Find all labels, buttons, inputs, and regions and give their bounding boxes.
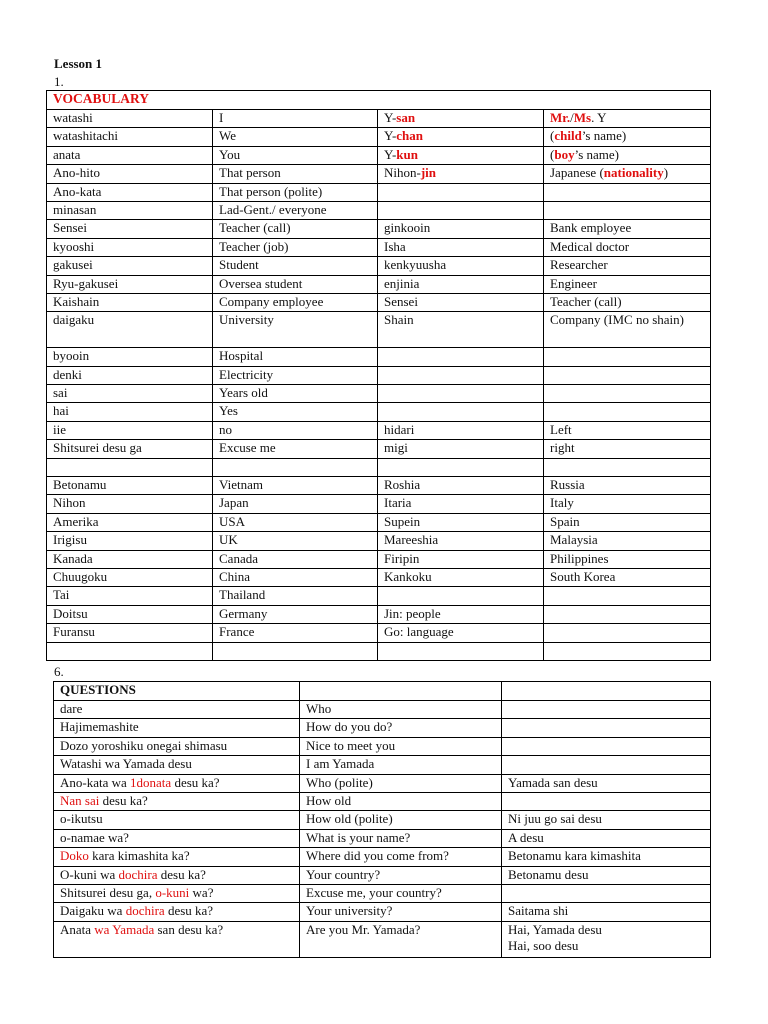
table-row: [47, 458, 711, 476]
table-cell: Yamada san desu: [502, 774, 711, 792]
table-cell: [54, 774, 300, 792]
table-cell: UK: [213, 532, 378, 550]
questions-title: QUESTIONS: [54, 682, 300, 701]
table-row: [47, 128, 711, 146]
table-cell: Kaishain: [47, 293, 213, 311]
table-cell: Company (IMC no shain): [544, 312, 711, 348]
cell-text-line: Hai, soo desu: [508, 937, 579, 953]
table-cell: [213, 642, 378, 660]
cell-text-segment: wa Yamada: [94, 921, 155, 937]
table-cell: [544, 385, 711, 403]
cell-text-segment: o-kuni: [155, 884, 190, 900]
lesson-title: Lesson 1: [54, 56, 103, 71]
table-cell: Firipin: [378, 550, 544, 568]
table-cell: Your country?: [300, 866, 502, 884]
table-row: [47, 366, 711, 384]
table-cell: [544, 366, 711, 384]
cell-text-segment: Y-: [384, 146, 397, 162]
cell-text-segment: Nihon-: [384, 165, 421, 181]
table-row: [54, 866, 711, 884]
table-cell: Shitsurei desu ga: [47, 440, 213, 458]
table-cell: Isha: [378, 238, 544, 256]
table-row: [54, 829, 711, 847]
cell-text-segment: dochira: [125, 903, 165, 919]
table-cell: What is your name?: [300, 829, 502, 847]
table-cell: That person: [213, 165, 378, 183]
table-cell: Itaria: [378, 495, 544, 513]
table-row: [54, 756, 711, 774]
table-cell: daigaku: [47, 312, 213, 348]
cell-text-segment: Y-: [384, 128, 397, 144]
table-cell: I am Yamada: [300, 756, 502, 774]
table-cell: sai: [47, 385, 213, 403]
table-cell: [47, 642, 213, 660]
cell-text-segment: (: [550, 146, 555, 162]
table-row: [47, 532, 711, 550]
table-cell: [544, 348, 711, 366]
table-row: [54, 774, 711, 792]
cell-text-segment: desu ka?: [171, 774, 220, 790]
table-cell: Thailand: [213, 587, 378, 605]
table-row: [47, 146, 711, 164]
cell-text-segment: ’s name): [574, 146, 619, 162]
cell-text-segment: Doko: [60, 848, 89, 864]
table-cell: Kankoku: [378, 568, 544, 586]
cell-text-segment: boy: [554, 146, 575, 162]
table-row: [47, 477, 711, 495]
table-row: [54, 848, 711, 866]
table-cell: [54, 792, 300, 810]
table-cell: [544, 146, 711, 164]
table-cell: Canada: [213, 550, 378, 568]
table-cell: [378, 183, 544, 201]
cell-text-segment: child: [554, 128, 582, 144]
table-cell: Oversea student: [213, 275, 378, 293]
table-cell: [378, 403, 544, 421]
table-row: [47, 642, 711, 660]
cell-text-segment: Shitsurei desu ga,: [60, 884, 156, 900]
table-cell: Betonamu kara kimashita: [502, 848, 711, 866]
table-cell: Excuse me: [213, 440, 378, 458]
table-cell: Lad-Gent./ everyone: [213, 201, 378, 219]
table-cell: [378, 642, 544, 660]
table-cell: Japan: [213, 495, 378, 513]
table-cell: Hajimemashite: [54, 719, 300, 737]
table-cell: Yes: [213, 403, 378, 421]
table-cell: [378, 366, 544, 384]
table-cell: [378, 110, 544, 128]
table-cell: watashi: [47, 110, 213, 128]
questions-header-empty: [300, 682, 502, 701]
table-cell: no: [213, 421, 378, 439]
table-cell: [502, 921, 711, 957]
table-cell: Russia: [544, 477, 711, 495]
cell-text-line: Hai, Yamada desu: [508, 921, 602, 937]
cell-text-segment: ): [663, 165, 669, 181]
table-row: [54, 701, 711, 719]
table-cell: [544, 587, 711, 605]
cell-text-segment: kara kimashita ka?: [88, 848, 190, 864]
table-cell: Shain: [378, 312, 544, 348]
table-row: [47, 238, 711, 256]
table-cell: Germany: [213, 605, 378, 623]
table-cell: watashitachi: [47, 128, 213, 146]
table-cell: Ano-hito: [47, 165, 213, 183]
cell-text-segment: wa?: [189, 884, 214, 900]
cell-text-segment: /: [570, 110, 574, 125]
table-cell: Betonamu desu: [502, 866, 711, 884]
table-cell: Who: [300, 701, 502, 719]
table-row: [54, 921, 711, 957]
cell-text-segment: desu ka?: [157, 866, 206, 882]
cell-text-segment: O-kuni wa: [60, 866, 119, 882]
table-cell: Nice to meet you: [300, 737, 502, 755]
cell-text-segment: Nan sai: [60, 792, 100, 808]
table-cell: [378, 385, 544, 403]
table-row: [47, 165, 711, 183]
table-cell: hidari: [378, 421, 544, 439]
table-cell: A desu: [502, 829, 711, 847]
table-cell: kyooshi: [47, 238, 213, 256]
table-cell: Betonamu: [47, 477, 213, 495]
table-cell: Student: [213, 257, 378, 275]
cell-text-segment: jin: [420, 165, 437, 181]
table-row: [47, 312, 711, 348]
table-cell: Saitama shi: [502, 903, 711, 921]
vocabulary-table: [46, 90, 711, 661]
table-row: [54, 737, 711, 755]
table-row: [47, 257, 711, 275]
table-cell: Teacher (call): [213, 220, 378, 238]
table-cell: [544, 642, 711, 660]
table-row: [47, 421, 711, 439]
table-row: [47, 605, 711, 623]
questions-header-empty: [502, 682, 711, 701]
cell-text-segment: Y-: [384, 110, 397, 125]
cell-text-segment: desu ka?: [99, 792, 148, 808]
table-cell: [544, 110, 711, 128]
table-cell: [378, 165, 544, 183]
table-row: [54, 792, 711, 810]
table-row: [47, 275, 711, 293]
table-row: [47, 183, 711, 201]
cell-text-segment: Japanese (: [550, 165, 604, 181]
table-cell: Furansu: [47, 624, 213, 642]
table-cell: Italy: [544, 495, 711, 513]
table-cell: [544, 458, 711, 476]
cell-text-segment: Ms: [573, 110, 592, 125]
table-cell: [47, 458, 213, 476]
table-cell: [502, 756, 711, 774]
cell-text-segment: chan: [396, 128, 424, 144]
table-cell: ginkooin: [378, 220, 544, 238]
table-cell: [378, 146, 544, 164]
table-row: [47, 568, 711, 586]
table-cell: Mareeshia: [378, 532, 544, 550]
table-cell: [544, 183, 711, 201]
table-cell: [502, 792, 711, 810]
table-row: [54, 884, 711, 902]
table-cell: How do you do?: [300, 719, 502, 737]
table-row: [47, 587, 711, 605]
table-cell: [544, 128, 711, 146]
cell-text-segment: Mr.: [550, 110, 571, 125]
table-cell: right: [544, 440, 711, 458]
table-cell: [544, 165, 711, 183]
table-row: [47, 513, 711, 531]
table-cell: [378, 348, 544, 366]
table-row: [47, 348, 711, 366]
table-cell: o-ikutsu: [54, 811, 300, 829]
table-cell: Left: [544, 421, 711, 439]
cell-text-segment: Anata: [60, 921, 95, 937]
cell-text-segment: ’s name): [581, 128, 627, 144]
table-cell: [544, 605, 711, 623]
table-cell: Ryu-gakusei: [47, 275, 213, 293]
table-cell: Supein: [378, 513, 544, 531]
table-cell: Chuugoku: [47, 568, 213, 586]
table-cell: Sensei: [378, 293, 544, 311]
cell-text-segment: desu ka?: [164, 903, 214, 919]
table-cell: Roshia: [378, 477, 544, 495]
table-cell: Who (polite): [300, 774, 502, 792]
table-row: [47, 440, 711, 458]
table-cell: hai: [47, 403, 213, 421]
table-cell: [502, 737, 711, 755]
table-cell: [54, 848, 300, 866]
table-cell: [544, 403, 711, 421]
section-number-1: 1.: [54, 74, 64, 89]
table-cell: Electricity: [213, 366, 378, 384]
table-cell: Vietnam: [213, 477, 378, 495]
table-cell: [378, 128, 544, 146]
cell-text-segment: dochira: [118, 866, 158, 882]
table-cell: denki: [47, 366, 213, 384]
table-cell: Are you Mr. Yamada?: [300, 921, 502, 957]
table-row: [54, 903, 711, 921]
table-cell: [502, 719, 711, 737]
table-cell: Ano-kata: [47, 183, 213, 201]
table-cell: You: [213, 146, 378, 164]
table-cell: dare: [54, 701, 300, 719]
table-cell: anata: [47, 146, 213, 164]
cell-text-segment: . Y: [591, 110, 607, 125]
table-row: [47, 201, 711, 219]
table-cell: Ni juu go sai desu: [502, 811, 711, 829]
table-row: [47, 550, 711, 568]
table-cell: enjinia: [378, 275, 544, 293]
table-cell: iie: [47, 421, 213, 439]
table-cell: USA: [213, 513, 378, 531]
table-cell: migi: [378, 440, 544, 458]
table-cell: That person (polite): [213, 183, 378, 201]
table-cell: kenkyuusha: [378, 257, 544, 275]
questions-table: [53, 681, 711, 958]
cell-text-segment: 1donata: [130, 774, 172, 790]
table-cell: Teacher (job): [213, 238, 378, 256]
table-cell: Nihon: [47, 495, 213, 513]
table-cell: [502, 884, 711, 902]
table-cell: Dozo yoroshiku onegai shimasu: [54, 737, 300, 755]
table-cell: How old: [300, 792, 502, 810]
cell-text-segment: Daigaku wa: [60, 903, 126, 919]
table-cell: [213, 458, 378, 476]
table-cell: Hospital: [213, 348, 378, 366]
table-cell: Years old: [213, 385, 378, 403]
table-cell: Excuse me, your country?: [300, 884, 502, 902]
table-cell: Your university?: [300, 903, 502, 921]
table-cell: Teacher (call): [544, 293, 711, 311]
table-cell: How old (polite): [300, 811, 502, 829]
table-cell: [378, 587, 544, 605]
table-row: [54, 719, 711, 737]
table-cell: Malaysia: [544, 532, 711, 550]
table-cell: Researcher: [544, 257, 711, 275]
table-cell: Tai: [47, 587, 213, 605]
table-cell: Kanada: [47, 550, 213, 568]
cell-text-segment: Ano-kata wa: [60, 774, 131, 790]
table-cell: [378, 201, 544, 219]
section-number-2: 6.: [54, 664, 64, 679]
table-cell: Medical doctor: [544, 238, 711, 256]
table-cell: minasan: [47, 201, 213, 219]
table-cell: [544, 201, 711, 219]
table-cell: Spain: [544, 513, 711, 531]
table-cell: Where did you come from?: [300, 848, 502, 866]
table-cell: o-namae wa?: [54, 829, 300, 847]
table-row: [47, 293, 711, 311]
table-row: [47, 624, 711, 642]
table-cell: Amerika: [47, 513, 213, 531]
cell-text-segment: san: [396, 110, 416, 125]
table-row: [47, 385, 711, 403]
table-cell: We: [213, 128, 378, 146]
table-cell: Sensei: [47, 220, 213, 238]
vocabulary-title: VOCABULARY: [47, 91, 711, 110]
table-cell: [502, 701, 711, 719]
cell-text-segment: (: [550, 128, 555, 144]
table-row: [47, 495, 711, 513]
table-cell: Doitsu: [47, 605, 213, 623]
table-row: [54, 811, 711, 829]
table-cell: I: [213, 110, 378, 128]
table-cell: Company employee: [213, 293, 378, 311]
table-cell: [54, 921, 300, 957]
table-row: [47, 220, 711, 238]
cell-text-segment: san desu ka?: [154, 921, 224, 937]
cell-text-segment: nationality: [603, 165, 664, 181]
table-cell: Bank employee: [544, 220, 711, 238]
table-cell: [544, 624, 711, 642]
table-cell: China: [213, 568, 378, 586]
table-cell: Engineer: [544, 275, 711, 293]
table-cell: byooin: [47, 348, 213, 366]
table-cell: France: [213, 624, 378, 642]
table-cell: Philippines: [544, 550, 711, 568]
table-cell: Go: language: [378, 624, 544, 642]
table-cell: [54, 884, 300, 902]
table-cell: Irigisu: [47, 532, 213, 550]
table-cell: [378, 458, 544, 476]
table-cell: [54, 866, 300, 884]
table-cell: South Korea: [544, 568, 711, 586]
table-cell: Watashi wa Yamada desu: [54, 756, 300, 774]
table-cell: University: [213, 312, 378, 348]
table-cell: gakusei: [47, 257, 213, 275]
table-cell: [54, 903, 300, 921]
table-cell: Jin: people: [378, 605, 544, 623]
cell-text-segment: kun: [396, 146, 418, 162]
table-row: [47, 110, 711, 128]
table-row: [47, 403, 711, 421]
